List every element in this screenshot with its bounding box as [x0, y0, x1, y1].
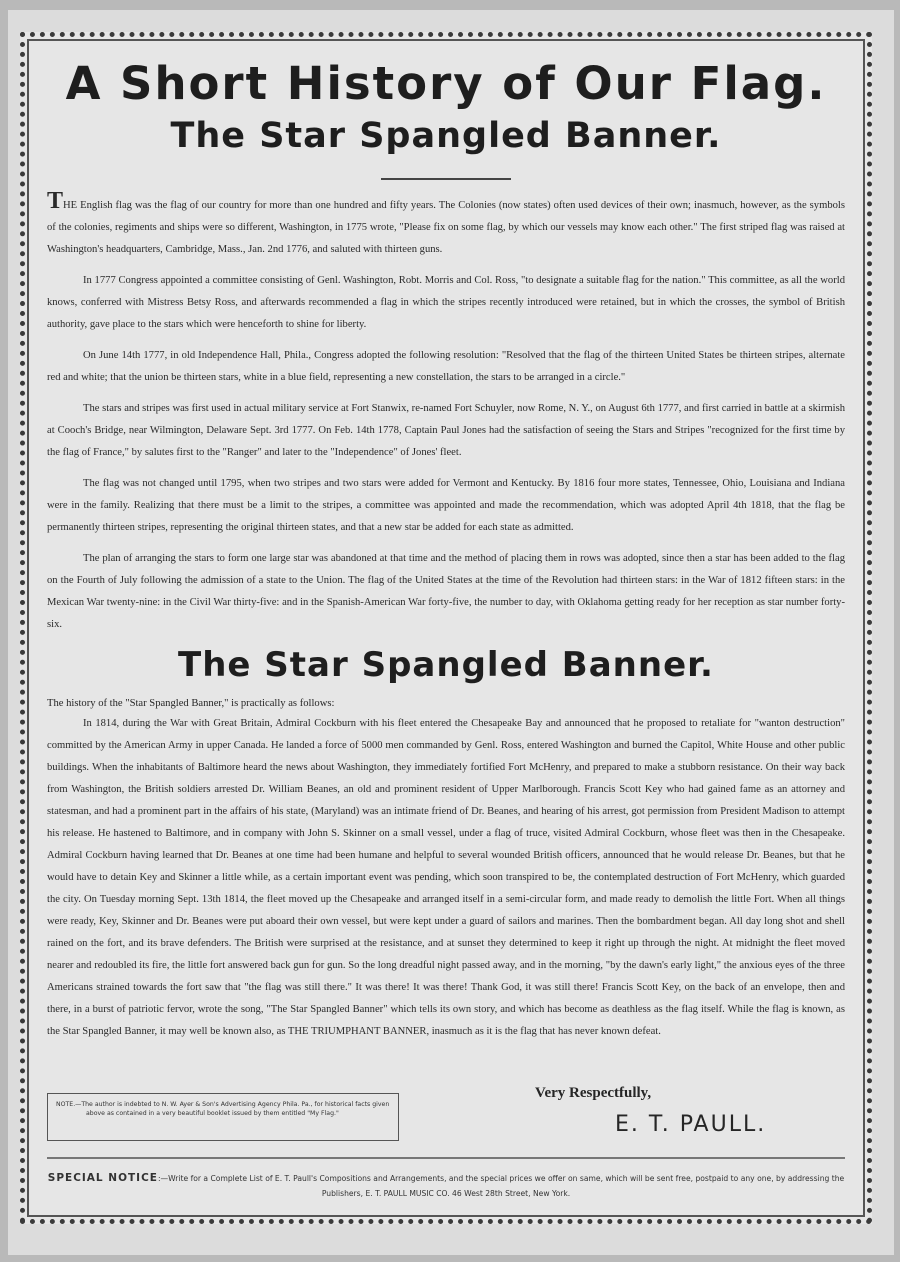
drop-cap: T — [47, 188, 64, 214]
history-paragraph: On June 14th 1777, in old Independence Hall, Phila., Congress adopted the following resolution: "Resolved that the flag of the thirteen United States be thirteen stripes, alternate red and white; that the union be thirteen stars, white in a blue field, representing a new constellation, the stars to be arranged in a circle." — [47, 350, 845, 383]
signature-greeting: Very Respectfully, — [535, 1085, 652, 1101]
section-intro: The history of the "Star Spangled Banner," is practically as follows: — [47, 698, 335, 709]
special-notice-label: SPECIAL NOTICE — [47, 1172, 158, 1184]
title-divider — [381, 178, 511, 180]
note-text: NOTE.—The author is indebted to N. W. Ayer & Son's Advertising Agency Phila. Pa., for historical facts given above as contained in a very beautiful booklet issued by them entitled "My Flag." — [56, 1101, 390, 1117]
paragraph-text: HE English flag was the flag of our country for more than one hundred and fifty years. The Colonies (now states) often used devices of their own; inasmuch, however, as the symbols of the colonies, regiments and ships were so different, Washington, in 1775 wrote, "Please fix on some flag, by which our vessels may know each other." The first striped flag was raised at Washington's headquarters, Cambridge, Mass., Jan. 2nd 1776, and saluted with thirteen guns. — [47, 200, 845, 255]
special-notice-text: :—Write for a Complete List of E. T. Paull's Compositions and Arrangements, and the special prices we offer on same, which will be sent free, postpaid to any one, by addressing the Publishers, E. T. PAULL MUSIC CO. 46 West 28th Street, New York. — [157, 1174, 845, 1198]
footer-divider — [47, 1157, 845, 1159]
signature-name: E. T. PAULL. — [615, 1112, 767, 1137]
page-title: A Short History of Our Flag. — [65, 57, 827, 110]
history-paragraph: In 1777 Congress appointed a committee consisting of Genl. Washington, Robt. Morris and Col. Ross, "to designate a suitable flag for the nation." This committee, as all the world knows, conferred with Mistress Betsy Ross, and afterwards recommended a flag in which the stripes recently introduced were retained, but in which the crosses, the symbol of British authority, gave place to the stars which were henceforth to shine for liberty. — [47, 275, 845, 330]
section-heading: The Star Spangled Banner. — [178, 645, 714, 685]
note-box — [47, 1093, 399, 1141]
history-paragraph: The plan of arranging the stars to form one large star was abandoned at that time and the method of placing them in rows was adopted, since then a star has been added to the flag on the Fourth of July following the admission of a state to the Union. The flag of the United States at the time of the Revolution had thirteen stars: in the War of 1812 fifteen stars: in the Mexican War twenty-nine: in the Civil War thirty-five: and in the Spanish-American War forty-five, the number to day, with Oklahoma getting ready for her reception as star number forty-six. — [47, 553, 845, 630]
poster-sheet — [20, 32, 872, 1224]
history-paragraph — [47, 188, 845, 261]
history-paragraph: The flag was not changed until 1795, when two stripes and two stars were added for Vermont and Kentucky. By 1816 four more states, Tennessee, Ohio, Louisiana and Indiana were in the family. Realizing that there must be a limit to the stripes, a committee was appointed and made the recommendation, which was adopted April 4th 1818, that the flag be permanently thirteen stripes, representing the original thirteen states, and that a new star be added for each state as admitted. — [47, 478, 845, 533]
poster-content — [47, 51, 845, 1052]
signature — [515, 1085, 775, 1137]
story-paragraph: In 1814, during the War with Great Britain, Admiral Cockburn with his fleet entered the Chesapeake Bay and announced that he proposed to retaliate for "wanton destruction" committed by the American Army in upper Canada. He landed a force of 5000 men commanded by Genl. Ross, entered Washington and burned the Capitol, White House and other public buildings. When the inhabitants of Baltimore heard the news about Washington, they immediately fortified Fort McHenry, and prepared to make a stubborn resistance. On their way back from Washington, the British soldiers arrested Dr. William Beanes, an old and prominent resident of Upper Marlborough. Francis Scott Key who had gained fame as an attorney and statesman, and had a prominent part in the affairs of his state, (Maryland) was an intimate friend of Dr. Beanes, and hearing of his arrest, got permission from President Madison to attempt his release. He hastened to Baltimore, and in company with John S. Skinner on a small vessel, under a flag of truce, visited Admiral Cockburn, whose fleet was then in the Chesapeake. Admiral Cockburn having learned that Dr. Beanes at one time had been humane and helpful to several wounded British officers, announced that he would release Dr. Beanes, but that he would have to detain Key and Skinner a little while, as a certain important event was pending, which soon transpired to be, the contemplated destruction of Fort McHenry, which guarded the city. On Tuesday morning Sept. 13th 1814, the fleet moved up the Chesapeake and arranged itself in a semi-circular form, and made ready to demolish the little Fort. When all things were ready, Key, Skinner and Dr. Beanes were put aboard their own vessel, but were kept under a guard of sailors and marines. Then the bombardment began. All day long shot and shell rained on the fort, and its brave defenders. The British were surprised at the resistance, and at sunset they determined to keep it right up through the night. At midnight the fleet moved nearer and redoubled its fire, the little fort answered back gun for gun. So the long dreadful night passed away, and in the morning, "by the dawn's early light," the anxious eyes of the three Americans strained towards the fort saw that "the flag was still there." It was there! It was there! Thank God, it was still there! Francis Scott Key, on the back of an envelope, then and there, in a burst of patriotic fervor, wrote the song, "The Star Spangled Banner" which tells its own story, and which has become as deathless as the flag itself. While the flag is known, as the Star Spangled Banner, it may well be known also, as THE TRIUMPHANT BANNER, inasmuch as it is the flag that has never known defeat. — [47, 718, 845, 1037]
page-subtitle: The Star Spangled Banner. — [170, 116, 722, 156]
closing-block — [47, 1085, 845, 1155]
history-paragraph: The stars and stripes was first used in actual military service at Fort Stanwix, re-named Fort Schuyler, now Rome, N. Y., on August 6th 1777, and first carried in battle at a skirmish at Cooch's Bridge, near Wilmington, Delaware Sept. 3rd 1777. On Feb. 14th 1778, Captain Paul Jones had the satisfaction of seeing the Stars and Stripes "recognized for the first time by the flag of France," by salutes first to the "Ranger" and later to the "Independence" of Jones' fleet. — [47, 403, 845, 458]
special-notice — [47, 1171, 845, 1201]
